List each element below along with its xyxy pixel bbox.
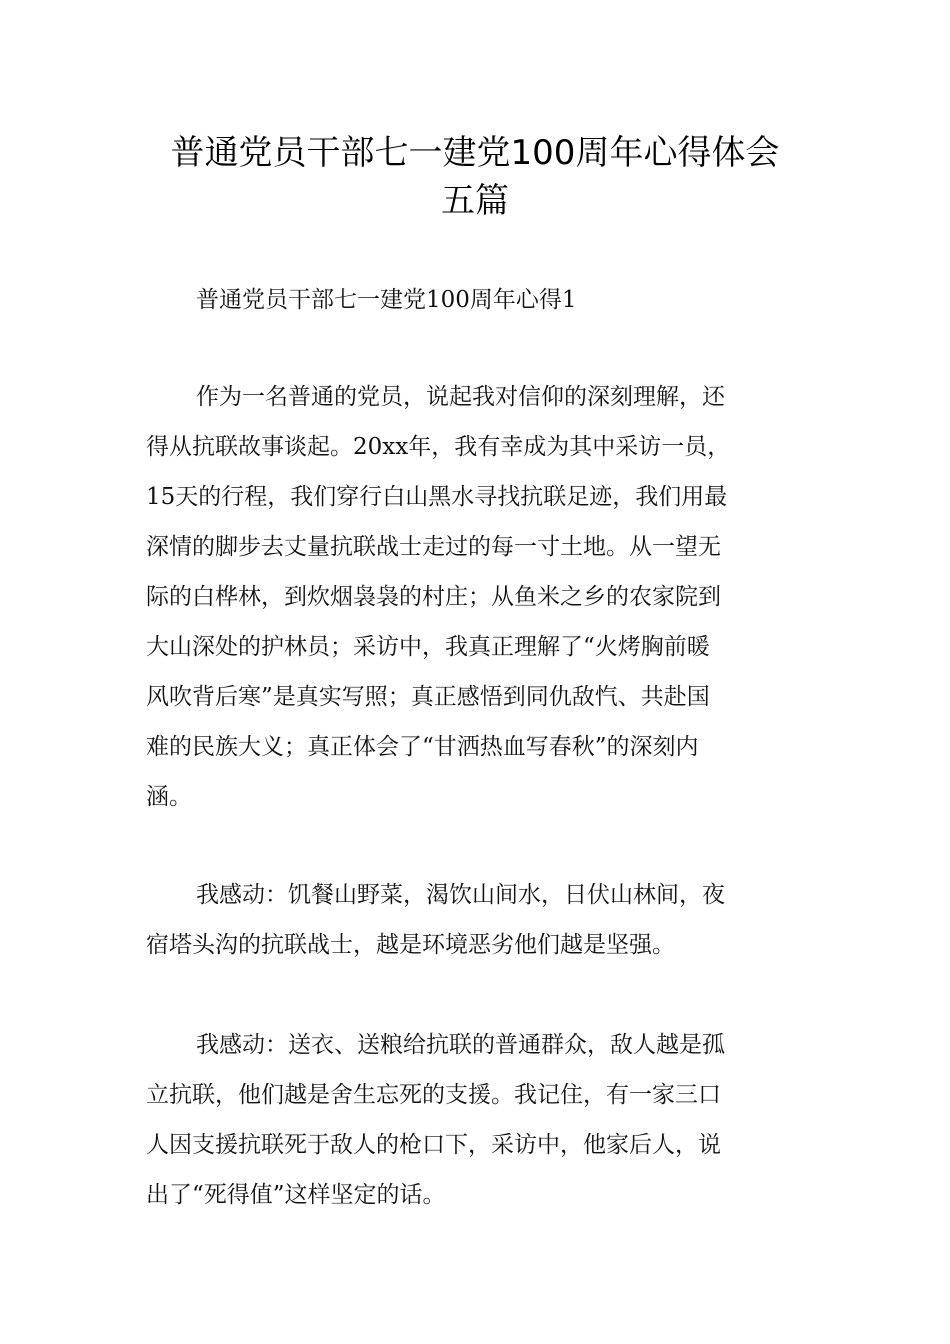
paragraph-line: 际的白桦林，到炊烟袅袅的村庄；从鱼米之乡的农家院到 bbox=[146, 584, 721, 610]
paragraph-line: 风吹背后寒”是真实写照；真正感悟到同仇敌忾、共赴国 bbox=[146, 684, 710, 710]
paragraph-line: 人因支援抗联死于敌人的枪口下，采访中，他家后人，说 bbox=[146, 1132, 721, 1158]
paragraph-3 bbox=[146, 1020, 816, 1220]
paragraph-2 bbox=[146, 870, 816, 970]
document-title-continued: 五篇 bbox=[441, 181, 509, 221]
paragraph-line: 我感动：饥餐山野菜，渴饮山间水，日伏山林间，夜 bbox=[196, 882, 725, 908]
section-heading: 普通党员干部七一建党100周年心得1 bbox=[196, 287, 577, 313]
paragraph-line: 难的民族大义；真正体会了“甘洒热血写春秋”的深刻内 bbox=[146, 734, 699, 760]
paragraph-line: 15天的行程，我们穿行白山黑水寻找抗联足迹，我们用最 bbox=[146, 484, 728, 510]
document-title: 普通党员干部七一建党100周年心得体会 bbox=[170, 133, 780, 173]
paragraph-line: 大山深处的护林员；采访中，我真正理解了“火烤胸前暖 bbox=[146, 634, 710, 660]
paragraph-line: 宿塔头沟的抗联战士，越是环境恶劣他们越是坚强。 bbox=[146, 932, 675, 958]
paragraph-line: 我感动：送衣、送粮给抗联的普通群众，敌人越是孤 bbox=[196, 1032, 725, 1058]
paragraph-line: 立抗联，他们越是舍生忘死的支援。我记住，有一家三口 bbox=[146, 1082, 721, 1108]
paragraph-line: 涵。 bbox=[146, 784, 192, 810]
paragraph-line: 作为一名普通的党员，说起我对信仰的深刻理解，还 bbox=[196, 384, 725, 410]
paragraph-line: 深情的脚步去丈量抗联战士走过的每一寸土地。从一望无 bbox=[146, 534, 721, 560]
paragraph-line: 得从抗联故事谈起。20xx年，我有幸成为其中采访一员， bbox=[146, 434, 731, 460]
paragraph-1 bbox=[146, 372, 816, 822]
paragraph-line: 出了“死得值”这样坚定的话。 bbox=[146, 1182, 446, 1208]
